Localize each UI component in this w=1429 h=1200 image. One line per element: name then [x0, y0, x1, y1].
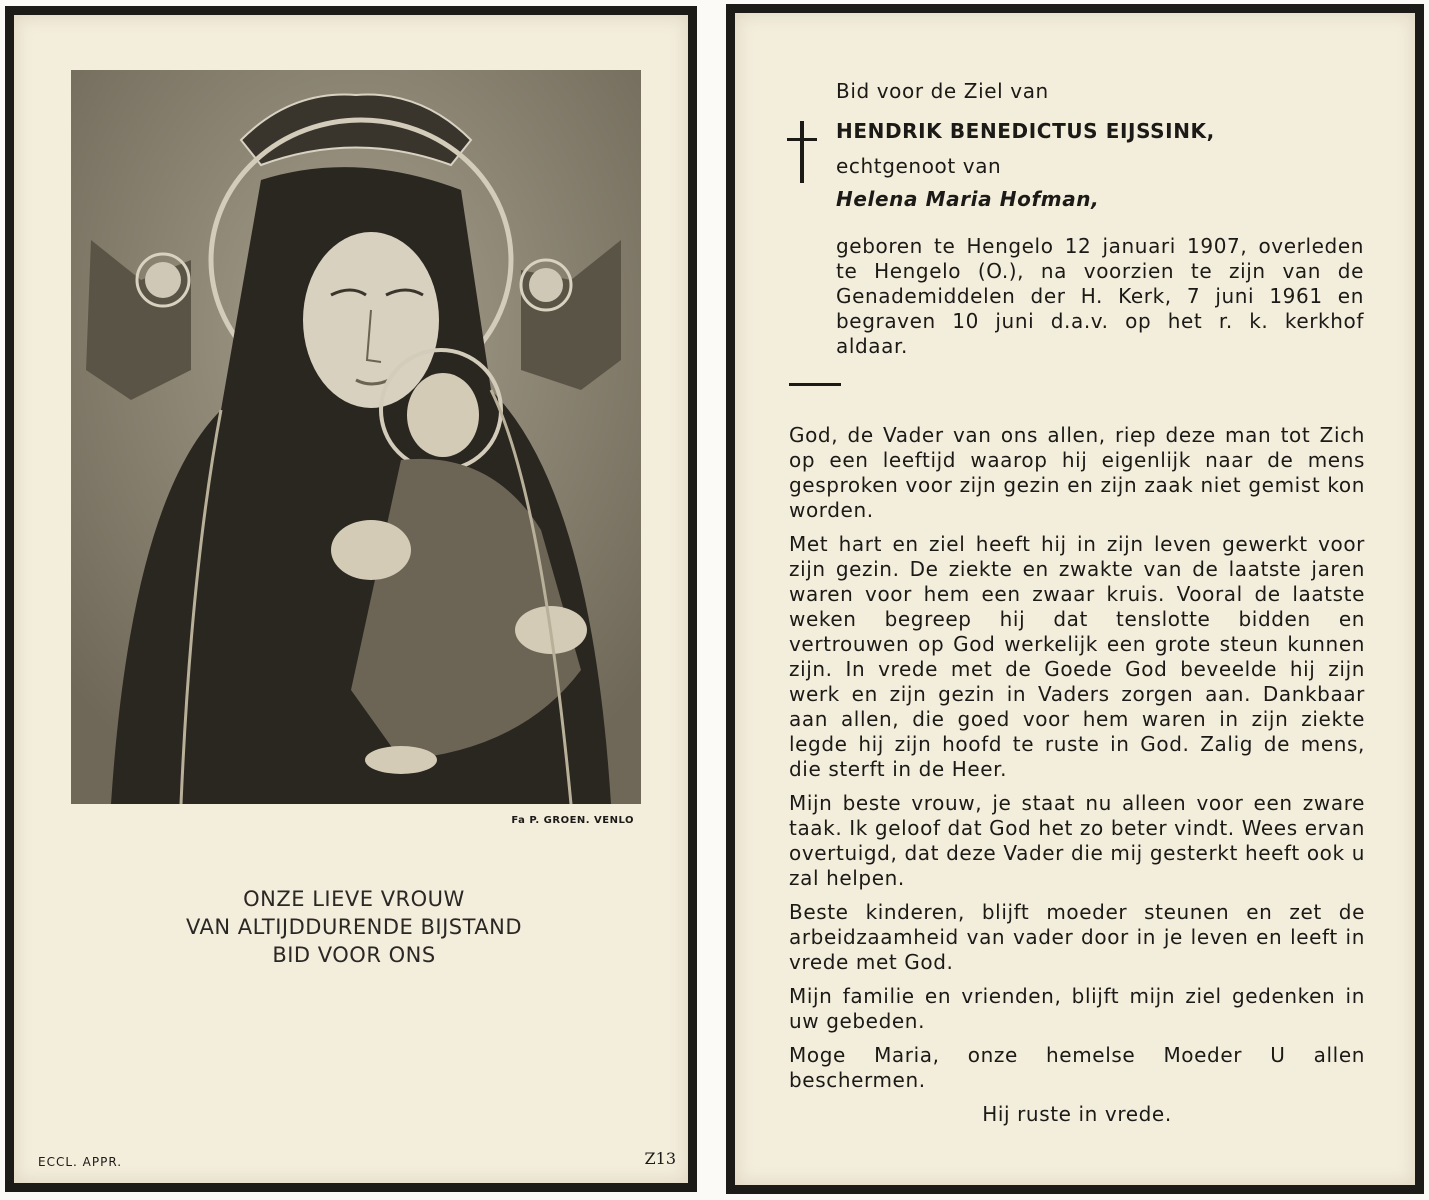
- prayer-caption: [54, 885, 654, 969]
- memorial-paragraph: Moge Maria, onze hemelse Moeder U allen beschermen.: [789, 1043, 1365, 1092]
- memorial-text: [789, 423, 1365, 1136]
- memorial-paragraph: God, de Vader van ons allen, riep deze man tot Zich op een leeftijd waarop hij eigenlijk naar de mens gesproken voor zijn gezin en zijn zaak niet gemist kon worden.: [789, 423, 1365, 522]
- closing-line: Hij ruste in vrede.: [982, 1102, 1172, 1126]
- memorial-paragraph: Mijn beste vrouw, je staat nu alleen voor een zware taak. Ik geloof dat God het zo beter vindt. Wees ervan overtuigd, dat deze Vader die mij gesterkt heeft ook u zal helpen.: [789, 791, 1365, 890]
- caption-line: BID VOOR ONS: [272, 943, 436, 967]
- spouse-name: Helena Maria Hofman,: [836, 187, 1100, 211]
- memorial-card-back: [726, 4, 1424, 1194]
- memorial-card-front: [5, 6, 697, 1192]
- image-credit: Fa P. GROEN. VENLO: [511, 815, 634, 826]
- memorial-paragraph: Met hart en ziel heeft hij in zijn leven gewerkt voor zijn gezin. De ziekte en zwakte van de laatste jaren waren voor hem een zwaar kruis. Vooral de laatste weken begreep hij dat tenslotte bidden en vertrouwen op God werkelijk een grote steun kunnen zijn. In vrede met de Goede God beveelde hij zijn werk en zijn gezin in Vaders zorgen aan. Dankbaar aan allen, die goed voor hem waren in zijn ziekte legde hij zijn hoofd te ruste in God. Zalig de mens, die sterft in de Heer.: [789, 532, 1365, 781]
- ecclesiastical-approval: ECCL. APPR.: [38, 1155, 123, 1169]
- memorial-paragraph: Mijn familie en vrienden, blijft mijn ziel gedenken in uw gebeden.: [789, 984, 1365, 1033]
- madonna-icon-image: [71, 70, 641, 804]
- memorial-paragraph: Beste kinderen, blijft moeder steunen en zet de arbeidzaamheid van vader door in je leven en leeft in vrede met God.: [789, 900, 1365, 974]
- caption-line: VAN ALTIJDDURENDE BIJSTAND: [185, 915, 523, 939]
- cross-icon: [787, 121, 817, 183]
- deceased-name: HENDRIK BENEDICTUS EIJSSINK,: [836, 119, 1215, 143]
- card-code: Z13: [644, 1149, 676, 1168]
- dates-paragraph: geboren te Hengelo 12 januari 1907, overleden te Hengelo (O.), na voorzien te zijn van de Genademiddelen der H. Kerk, 7 juni 1961 en begraven 10 juni d.a.v. op het r. k. kerkhof aldaar.: [836, 234, 1364, 358]
- divider: [789, 383, 841, 386]
- prayer-intro: Bid voor de Ziel van: [836, 79, 1049, 103]
- spouse-intro: echtgenoot van: [836, 154, 1002, 178]
- caption-line: ONZE LIEVE VROUW: [243, 887, 465, 911]
